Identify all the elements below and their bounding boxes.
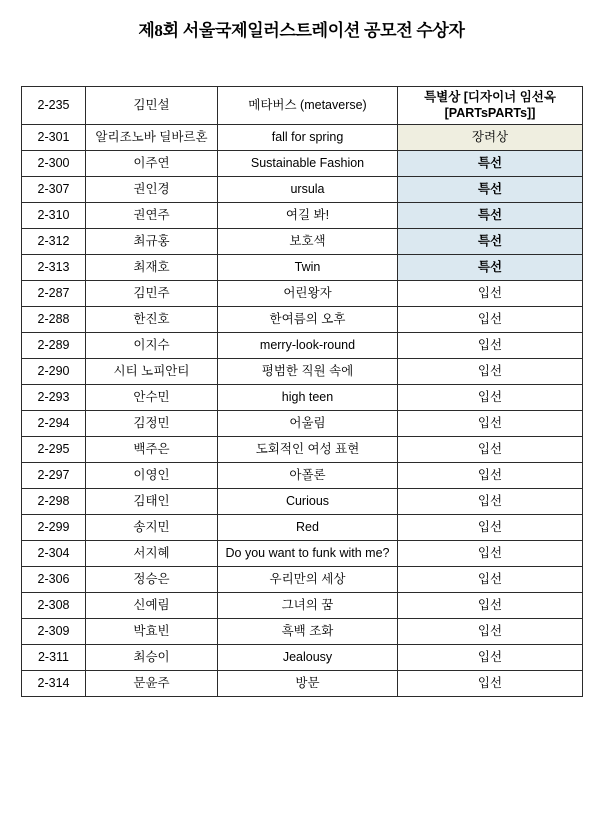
cell-code: 2-312 — [22, 229, 86, 255]
cell-code: 2-306 — [22, 567, 86, 593]
cell-title: 보호색 — [218, 229, 398, 255]
cell-name: 김민주 — [86, 281, 218, 307]
table-row — [22, 437, 583, 463]
table-row — [22, 593, 583, 619]
cell-award: 입선 — [398, 541, 583, 567]
cell-award: 입선 — [398, 593, 583, 619]
table-row — [22, 87, 583, 125]
table-row — [22, 151, 583, 177]
cell-code: 2-301 — [22, 125, 86, 151]
cell-title: Jealousy — [218, 645, 398, 671]
cell-award: 입선 — [398, 619, 583, 645]
cell-award: 입선 — [398, 567, 583, 593]
cell-title: 우리만의 세상 — [218, 567, 398, 593]
table-row — [22, 125, 583, 151]
cell-award: 특별상 [디자이너 임선옥 [PARTsPARTs]] — [398, 87, 583, 125]
cell-award: 입선 — [398, 359, 583, 385]
table-row — [22, 645, 583, 671]
cell-award: 입선 — [398, 515, 583, 541]
cell-title: Curious — [218, 489, 398, 515]
table-row — [22, 515, 583, 541]
cell-name: 안수민 — [86, 385, 218, 411]
cell-award: 장려상 — [398, 125, 583, 151]
table-row — [22, 619, 583, 645]
cell-award: 입선 — [398, 437, 583, 463]
cell-name: 권연주 — [86, 203, 218, 229]
cell-code: 2-300 — [22, 151, 86, 177]
cell-code: 2-289 — [22, 333, 86, 359]
cell-code: 2-299 — [22, 515, 86, 541]
cell-title: ursula — [218, 177, 398, 203]
cell-title: 어린왕자 — [218, 281, 398, 307]
cell-title: Red — [218, 515, 398, 541]
cell-award: 특선 — [398, 151, 583, 177]
cell-name: 최재호 — [86, 255, 218, 281]
cell-code: 2-314 — [22, 671, 86, 697]
cell-award: 특선 — [398, 177, 583, 203]
cell-title: 흑백 조화 — [218, 619, 398, 645]
cell-award: 특선 — [398, 203, 583, 229]
table-row — [22, 489, 583, 515]
table-row — [22, 541, 583, 567]
cell-name: 백주은 — [86, 437, 218, 463]
cell-name: 정승은 — [86, 567, 218, 593]
cell-name: 송지민 — [86, 515, 218, 541]
table-row — [22, 567, 583, 593]
cell-code: 2-311 — [22, 645, 86, 671]
cell-title: 도회적인 여성 표현 — [218, 437, 398, 463]
awards-table — [21, 86, 583, 697]
cell-name: 김태인 — [86, 489, 218, 515]
cell-code: 2-309 — [22, 619, 86, 645]
cell-title: 그녀의 꿈 — [218, 593, 398, 619]
cell-code: 2-307 — [22, 177, 86, 203]
table-row — [22, 359, 583, 385]
cell-name: 서지혜 — [86, 541, 218, 567]
cell-title: 아폴론 — [218, 463, 398, 489]
cell-award: 특선 — [398, 229, 583, 255]
cell-title: Do you want to funk with me? — [218, 541, 398, 567]
cell-name: 박효빈 — [86, 619, 218, 645]
cell-name: 김민설 — [86, 87, 218, 125]
cell-award: 입선 — [398, 333, 583, 359]
cell-title: Sustainable Fashion — [218, 151, 398, 177]
cell-title: 메타버스 (metaverse) — [218, 87, 398, 125]
cell-code: 2-295 — [22, 437, 86, 463]
cell-code: 2-290 — [22, 359, 86, 385]
cell-name: 알리조노바 딜바르혼 — [86, 125, 218, 151]
cell-code: 2-310 — [22, 203, 86, 229]
cell-title: Twin — [218, 255, 398, 281]
table-row — [22, 203, 583, 229]
cell-name: 최승이 — [86, 645, 218, 671]
cell-title: merry-look-round — [218, 333, 398, 359]
table-row — [22, 333, 583, 359]
cell-name: 문윤주 — [86, 671, 218, 697]
cell-title: 평범한 직원 속에 — [218, 359, 398, 385]
table-row — [22, 255, 583, 281]
cell-title: 여길 봐! — [218, 203, 398, 229]
cell-code: 2-313 — [22, 255, 86, 281]
cell-award: 입선 — [398, 281, 583, 307]
cell-award: 입선 — [398, 489, 583, 515]
cell-name: 한진호 — [86, 307, 218, 333]
table-row — [22, 229, 583, 255]
cell-name: 최규홍 — [86, 229, 218, 255]
table-row — [22, 385, 583, 411]
cell-code: 2-297 — [22, 463, 86, 489]
cell-title: 방문 — [218, 671, 398, 697]
cell-name: 시티 노피안티 — [86, 359, 218, 385]
cell-award: 입선 — [398, 385, 583, 411]
cell-name: 김정민 — [86, 411, 218, 437]
cell-title: 한여름의 오후 — [218, 307, 398, 333]
table-row — [22, 671, 583, 697]
cell-name: 이주연 — [86, 151, 218, 177]
cell-title: high teen — [218, 385, 398, 411]
table-row — [22, 307, 583, 333]
table-row — [22, 411, 583, 437]
cell-award: 특선 — [398, 255, 583, 281]
cell-name: 권인경 — [86, 177, 218, 203]
cell-award: 입선 — [398, 307, 583, 333]
awards-table-body — [22, 87, 583, 697]
cell-title: fall for spring — [218, 125, 398, 151]
cell-code: 2-287 — [22, 281, 86, 307]
cell-name: 이지수 — [86, 333, 218, 359]
cell-code: 2-294 — [22, 411, 86, 437]
cell-award: 입선 — [398, 671, 583, 697]
cell-code: 2-308 — [22, 593, 86, 619]
awards-table-container — [21, 86, 582, 697]
cell-code: 2-298 — [22, 489, 86, 515]
page-title: 제8회 서울국제일러스트레이션 공모전 수상자 — [138, 21, 465, 40]
table-row — [22, 281, 583, 307]
cell-code: 2-235 — [22, 87, 86, 125]
cell-code: 2-304 — [22, 541, 86, 567]
cell-award: 입선 — [398, 645, 583, 671]
cell-code: 2-293 — [22, 385, 86, 411]
cell-award: 입선 — [398, 411, 583, 437]
cell-name: 이영인 — [86, 463, 218, 489]
table-row — [22, 177, 583, 203]
table-row — [22, 463, 583, 489]
cell-name: 신예림 — [86, 593, 218, 619]
cell-code: 2-288 — [22, 307, 86, 333]
cell-title: 어울림 — [218, 411, 398, 437]
cell-award: 입선 — [398, 463, 583, 489]
